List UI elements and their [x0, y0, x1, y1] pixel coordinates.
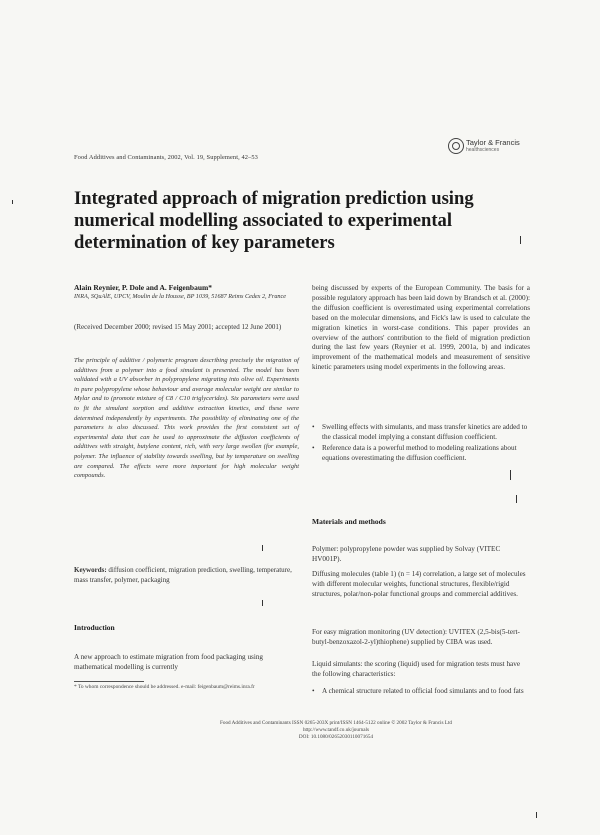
list-item: • Swelling effects with simulants, and mass transfer kinetics are added to the classical model implying a constant diffusion coefficient. — [312, 423, 530, 442]
keywords-label: Keywords: — [74, 566, 107, 574]
footer-url: http://www.tandf.co.uk/journals — [302, 726, 370, 733]
materials-methods-heading: Materials and methods — [312, 517, 386, 526]
materials-uv-detection: For easy migration monitoring (UV detection): UVITEX (2,5-bis(5-tert-butyl-benzoxazol-2-yl)thiophene) supplied by CIBA was used. — [312, 628, 520, 646]
keywords — [74, 566, 299, 585]
introduction-paragraph: A new approach to estimate migration from food packaging using mathematical modelling is currently — [74, 653, 264, 671]
correspondence-footnote: * To whom correspondence should be addressed. e-mail: feigenbaum@reims.inra.fr — [74, 684, 255, 690]
article-title: Integrated approach of migration prediction using numerical modelling associated to experimental determination of key parameters — [74, 188, 474, 253]
scan-mark — [12, 200, 13, 204]
list-item: • A chemical structure related to official food simulants and to food fats — [312, 687, 530, 697]
publisher-logo — [448, 138, 520, 156]
scan-mark — [536, 812, 537, 818]
keywords-text: diffusion coefficient, migration prediction, swelling, temperature, mass transfer, polymer, packaging — [74, 566, 292, 584]
footer-issn: Food Additives and Contaminants ISSN 0265-203X print/ISSN 1464-5122 online © 2002 Taylor & Francis Ltd — [219, 720, 452, 726]
scan-mark — [520, 236, 521, 244]
page-footer — [186, 720, 486, 740]
scan-mark — [262, 600, 263, 606]
materials-liquid-simulants: Liquid simulants: the scoring (liquid) used for migration tests must have the following characteristics: — [312, 660, 521, 678]
contribution-list — [312, 423, 530, 465]
scan-mark — [510, 470, 511, 480]
author-affiliation: INRA, SQuAlE, UPCV, Moulin de la Housse, BP 1039, 51687 Reims Cedex 2, France — [74, 293, 287, 300]
publisher-subtitle: healthsciences — [466, 147, 500, 153]
publisher-name: Taylor & Francis — [466, 138, 520, 147]
list-item: • Reference data is a powerful method to modeling realizations about equations overestimating the diffusion coefficient. — [312, 444, 530, 463]
publisher-logo-icon — [448, 138, 464, 154]
right-column-paragraph: being discussed by experts of the European Community. The basis for a possible regulatory approach has been laid down by Brandsch et al. (2000): the diffusion coefficient is overestimated using experimental correlations based on the molecular dimensions, and Fick's law is used to calculate the migration kinetics in worst-case conditions. This paper provides an overview of the authors' contribution to the field of migration prediction during the last few years (Reynier et al. 1999, 2001a, b) and indicates improvement of the mathematical models and measurement of sensitive kinetic parameters using model experiments in the following areas. — [312, 284, 530, 372]
article-authors: Alain Reynier, P. Dole and A. Feigenbaum* — [74, 283, 212, 292]
scan-mark — [516, 495, 517, 503]
footnote-rule — [74, 681, 144, 682]
abstract: The principle of additive / polymeric program describing precisely the migration of additives from a polymer into a food simulant is presented. The model has been validated with a UV absorber in polypropylene migrating into olive oil. Experiments in pure polypropylene whose behaviour and average molecular weight are similar to Mylar and to (promote mixture of C8 / C10 triglycerides). Six parameters were used to fit the simulant sorption and additive extraction kinetics, and these were determined independently by experiments. The possibility of eliminating one of the parameters is also discussed. This work provides the first consistent set of experimental data that can be used to approximate the diffusion coefficients of additives with straight, butylene content, rich, with very large swollen (for example, polymer. The influence of stability towards swelling, but by temperature on swelling are compared. The effects were more important for high molecular weight compounds. — [74, 357, 299, 480]
received-dates: (Received December 2000; revised 15 May 2001; accepted 12 June 2001) — [74, 323, 282, 331]
materials-diffusing-molecules: Diffusing molecules (table 1) (n = 14) correlation, a large set of molecules with different molecular weights, functional structures, flexible/rigid structures, polar/non-polar functional groups and commercial additives. — [312, 570, 526, 598]
journal-citation: Food Additives and Contaminants, 2002, Vol. 19, Supplement, 42–53 — [74, 154, 258, 161]
scan-mark — [262, 545, 263, 551]
footer-doi: DOI: 10.1080/02652030110071654 — [298, 733, 374, 740]
introduction-heading: Introduction — [74, 623, 115, 632]
materials-polymer: Polymer: polypropylene powder was supplied by Solvay (VITEC HV001P). — [312, 545, 501, 563]
